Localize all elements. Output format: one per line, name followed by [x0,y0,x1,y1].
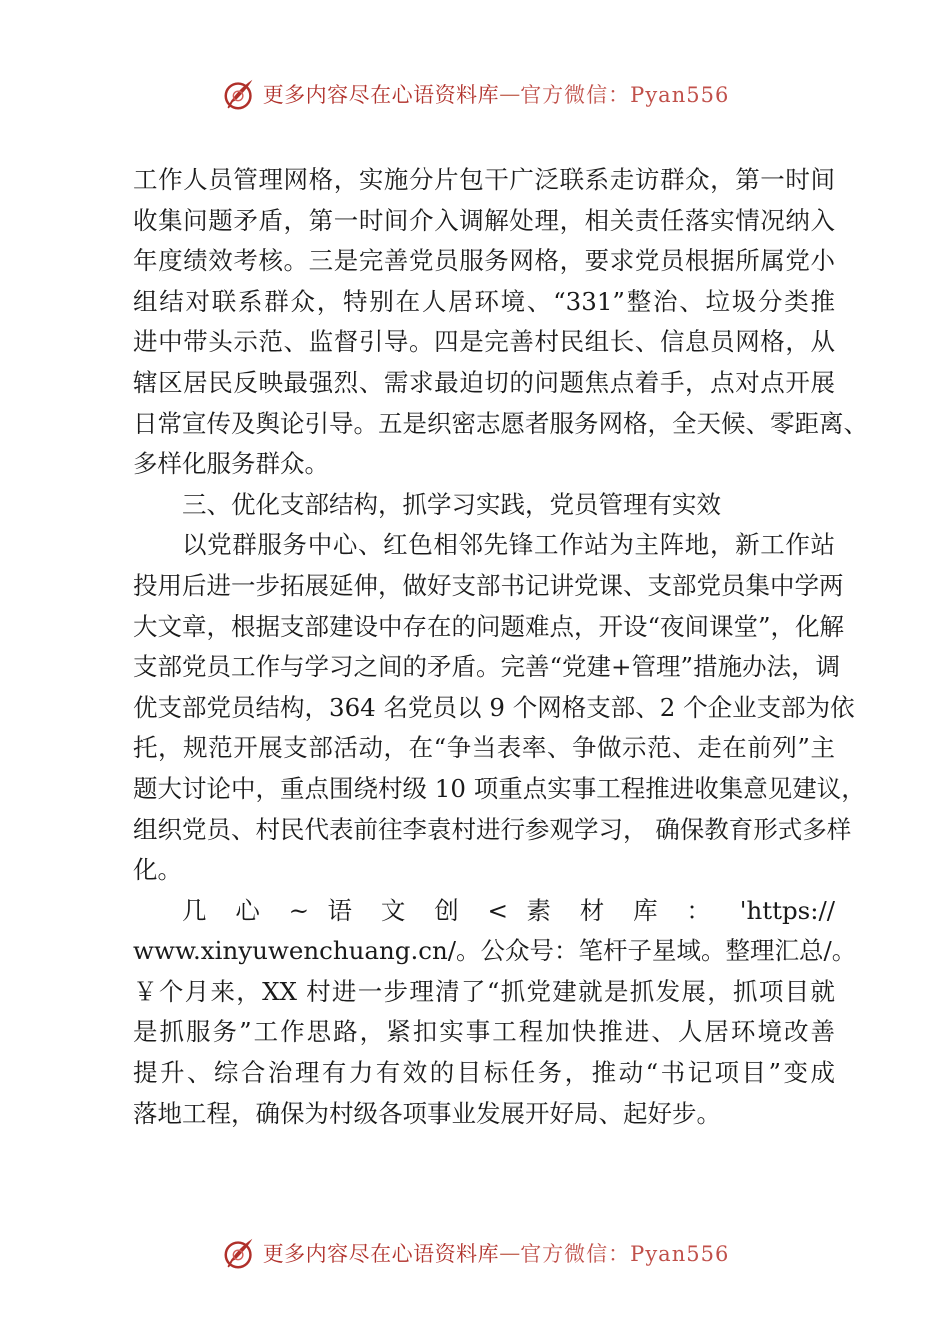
footer-separator: — [499,1241,521,1265]
text-line: 托，规范开展支部活动，在“争当表率、争做示范、走在前列”主 [133,733,835,763]
header-banner [0,72,950,116]
text-line: 辖区居民反映最强烈、需求最迫切的问题焦点着手，点对点开展 [133,367,835,397]
text-line: ￥个月来，XX 村进一步理清了“抓党建就是抓发展，抓项目就 [133,976,835,1006]
text-line: www.xinyuwenchuang.cn/。公众号：笔杆子星域。整理汇总/。 [133,936,857,966]
text-line: 年度绩效考核。三是完善党员服务网格，要求党员根据所属党小 [133,246,835,276]
header-site-text: 更多内容尽在心语资料库 [262,83,500,107]
footer-banner [0,1231,950,1275]
text-line: 组织党员、村民代表前往李袁村进行参观学习， 确保教育形式多样 [133,814,852,844]
text-line: 化。 [133,855,182,885]
footer-site-text: 更多内容尽在心语资料库 [262,1242,500,1266]
text-line: 几 心 ~ 语 文 创 < 素 材 库 ： 'https:// [182,895,835,925]
header-wechat-text: 官方微信：Pyan556 [520,83,730,107]
text-line: 优支部党员结构，364 名党员以 9 个网格支部、2 个企业支部为依 [133,692,855,722]
quill-seal-icon [221,1234,259,1272]
quill-seal-icon [221,75,259,113]
text-line: 工作人员管理网格，实施分片包干广泛联系走访群众，第一时间 [133,165,835,194]
text-line: 收集问题矛盾，第一时间介入调解处理，相关责任落实情况纳入 [133,205,835,235]
text-line: 提升、综合治理有力有效的目标任务，推动“书记项目”变成 [133,1058,835,1088]
text-line: 多样化服务群众。 [133,449,329,479]
text-line: 投用后进一步拓展延伸，做好支部书记讲党课、支部党员集中学两 [133,570,844,600]
text-line: 以党群服务中心、红色相邻先锋工作站为主阵地，新工作站 [182,530,835,560]
header-separator: — [499,82,521,106]
paragraph-3 [133,891,857,1135]
text-line: 落地工程，确保为村级各项事业发展开好局、起好步。 [133,1098,721,1128]
text-line: 组结对联系群众，特别在人居环境、“331”整治、垃圾分类推 [133,286,835,316]
document-body [133,160,868,1134]
paragraph-1 [133,160,868,485]
text-line: 支部党员工作与学习之间的矛盾。完善“党建+管理”措施办法，调 [133,652,841,682]
text-line: 大文章，根据支部建设中存在的问题难点，开设“夜间课堂”，化解 [133,611,845,641]
text-line: 日常宣传及舆论引导。五是织密志愿者服务网格，全天候、零距离、 [133,408,868,438]
section-heading: 三、优化支部结构，抓学习实践，党员管理有实效 [182,489,721,519]
paragraph-2 [133,525,866,890]
text-line: 进中带头示范、监督引导。四是完善村民组长、信息员网格，从 [133,327,835,357]
text-line: 题大讨论中，重点围绕村级 10 项重点实事工程推进收集意见建议， [133,773,866,803]
footer-wechat-text: 官方微信：Pyan556 [520,1242,730,1266]
text-line: 是抓服务”工作思路，紧扣实事工程加快推进、人居环境改善 [133,1017,835,1047]
